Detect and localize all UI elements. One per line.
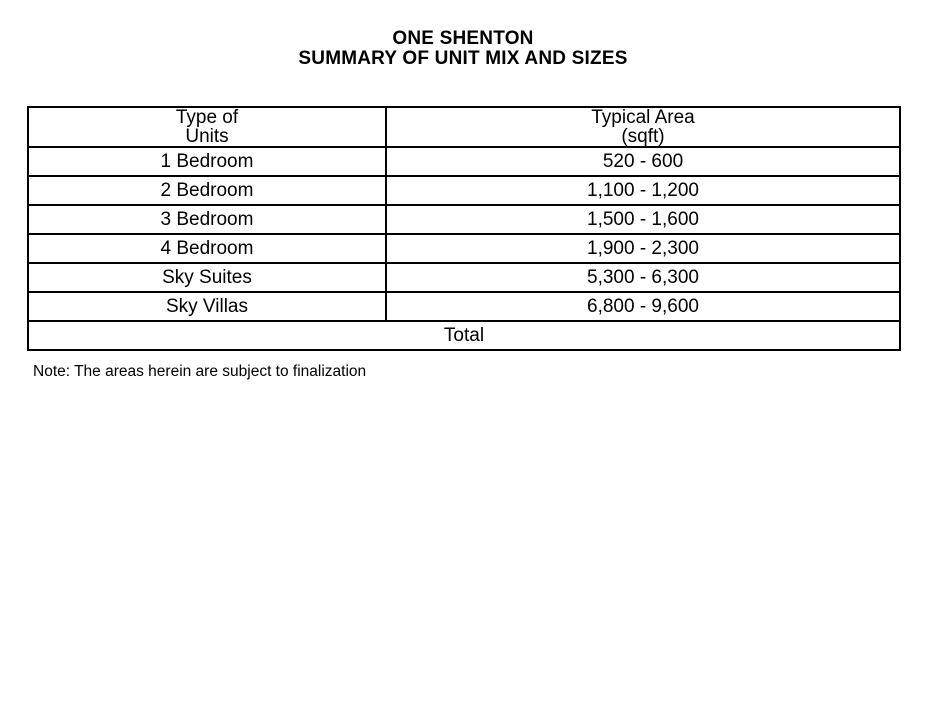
unit-area-cell: 6,800 - 9,600 <box>386 292 900 321</box>
unit-mix-table <box>27 106 901 351</box>
table-total-row <box>28 321 900 350</box>
table-row <box>28 205 900 234</box>
unit-type-cell: 3 Bedroom <box>28 205 386 234</box>
footnote: Note: The areas herein are subject to finalization <box>33 363 367 380</box>
unit-type-cell: 1 Bedroom <box>28 147 386 176</box>
table-row <box>28 263 900 292</box>
header-type-line-2: Units <box>185 126 229 147</box>
unit-type-cell: Sky Villas <box>28 292 386 321</box>
unit-area-cell: 5,300 - 6,300 <box>386 263 900 292</box>
header-type-line-1: Type of <box>175 107 239 128</box>
header-area-line-2: (sqft) <box>621 126 665 147</box>
unit-type-cell: Sky Suites <box>28 263 386 292</box>
unit-area-cell: 1,100 - 1,200 <box>386 176 900 205</box>
unit-area-cell: 520 - 600 <box>386 147 900 176</box>
table-row <box>28 234 900 263</box>
title-line-2: SUMMARY OF UNIT MIX AND SIZES <box>298 48 628 69</box>
unit-area-cell: 1,500 - 1,600 <box>386 205 900 234</box>
document-title <box>0 29 926 69</box>
unit-type-cell: 4 Bedroom <box>28 234 386 263</box>
table-row <box>28 176 900 205</box>
table-header-row <box>28 107 900 147</box>
total-label: Total <box>28 321 900 350</box>
header-typical-area <box>386 107 900 147</box>
header-type-of-units <box>28 107 386 147</box>
table-row <box>28 147 900 176</box>
header-area-line-1: Typical Area <box>591 107 695 128</box>
unit-area-cell: 1,900 - 2,300 <box>386 234 900 263</box>
table-row <box>28 292 900 321</box>
title-line-1: ONE SHENTON <box>392 28 534 49</box>
unit-type-cell: 2 Bedroom <box>28 176 386 205</box>
